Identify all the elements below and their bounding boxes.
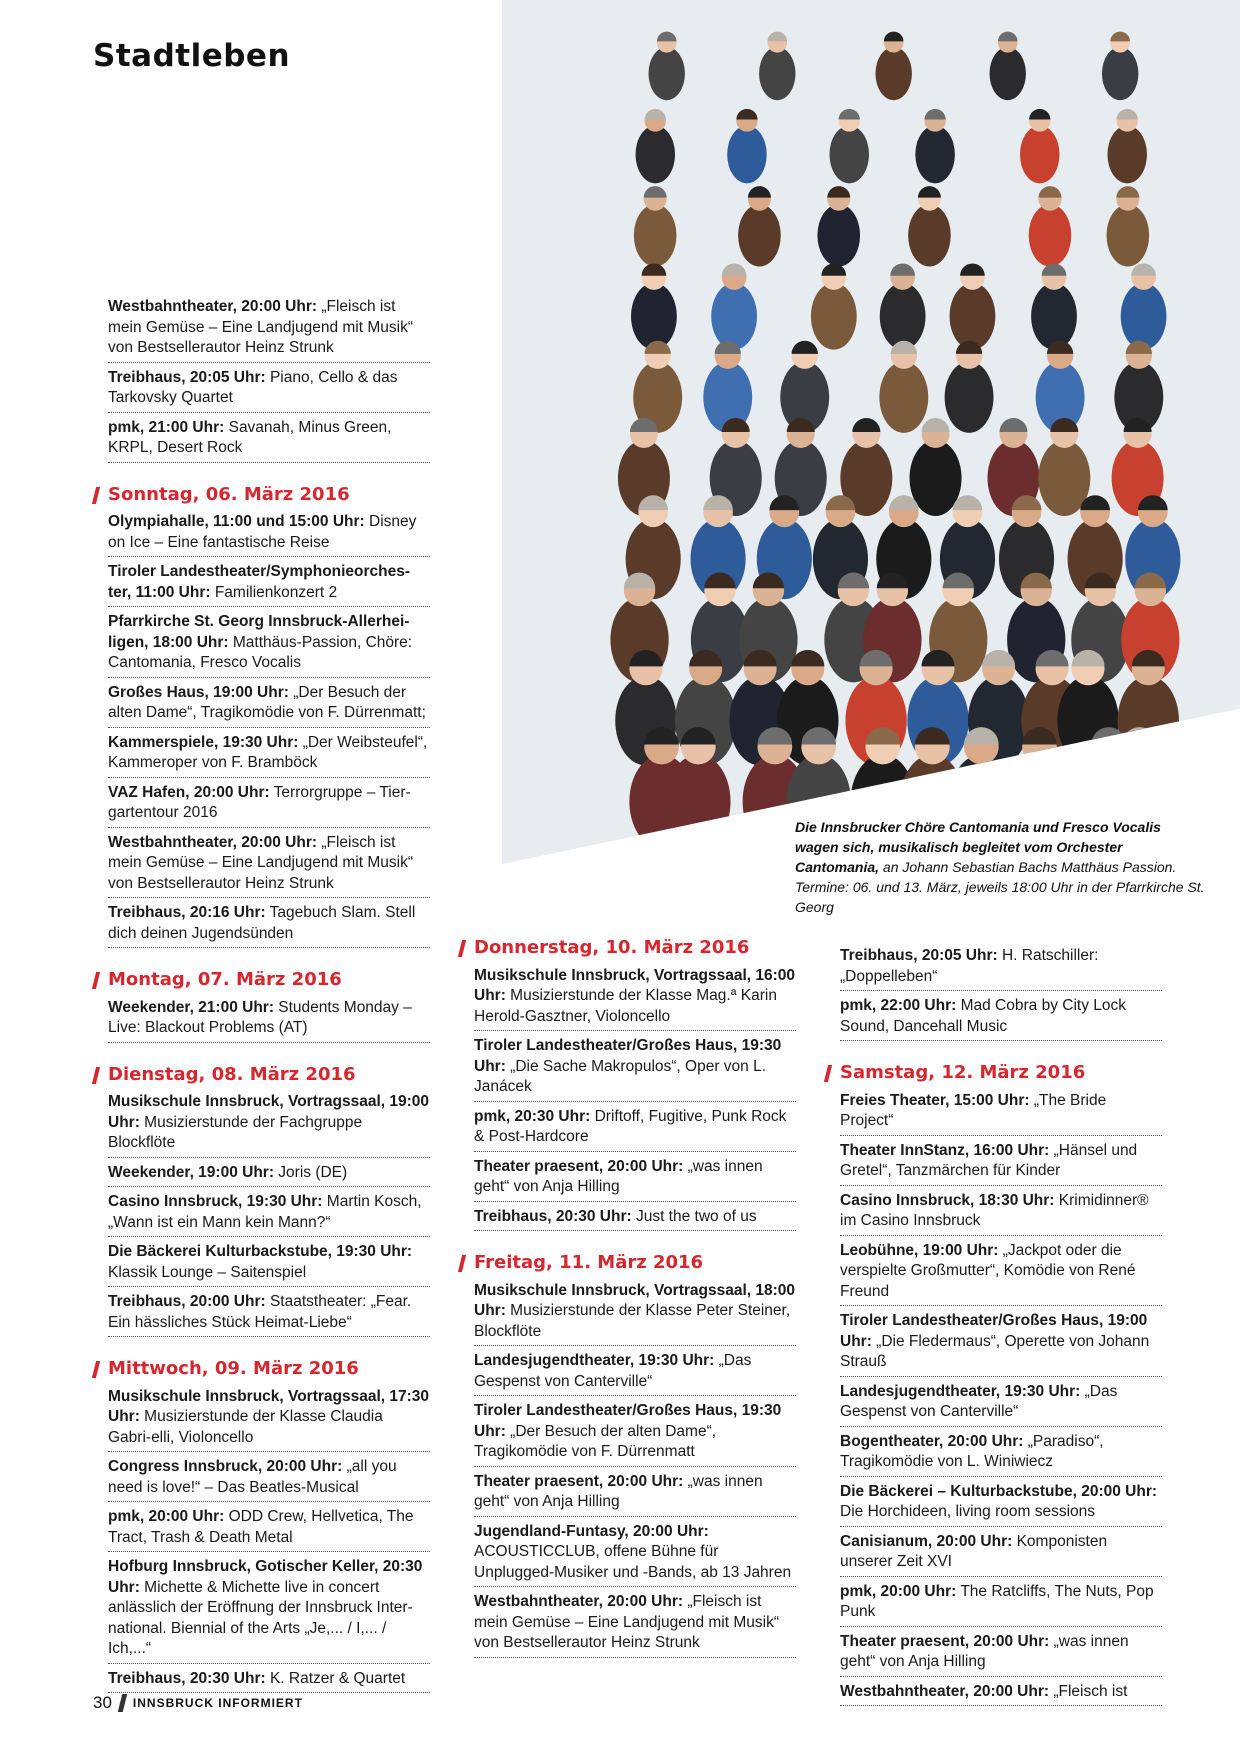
event-entry bbox=[108, 1456, 430, 1502]
event-venue-time: Jugendland-Funtasy, 20:00 Uhr: bbox=[474, 1522, 709, 1540]
choir-member-body bbox=[1107, 126, 1147, 184]
day-heading: Mittwoch, 09. März 2016 bbox=[108, 1359, 430, 1380]
choir-member-body bbox=[908, 204, 951, 266]
event-venue-time: Musikschule Innsbruck, Vortragssaal, 16:00 Uhr: bbox=[474, 966, 796, 1004]
choir-member-body bbox=[631, 283, 677, 350]
event-entry bbox=[840, 1381, 1162, 1427]
event-description: „all you need is love!“ – Das Beatles-Musical bbox=[108, 1458, 397, 1496]
choir-member-body bbox=[1031, 283, 1077, 350]
choir-photo bbox=[502, 0, 1240, 864]
choir-member-body bbox=[879, 361, 928, 432]
event-venue-time: Casino Innsbruck, 18:30 Uhr: bbox=[840, 1191, 1055, 1209]
choir-member-body bbox=[666, 754, 730, 848]
choir-member-body bbox=[1107, 204, 1150, 266]
event-venue-time: Theater InnStanz, 16:00 Uhr: bbox=[840, 1141, 1050, 1159]
event-venue-time: Musikschule Innsbruck, Vortragssaal, 18:00 Uhr: bbox=[474, 1281, 796, 1319]
event-entry bbox=[108, 296, 430, 363]
event-entry bbox=[474, 1400, 796, 1467]
event-venue-time: Treibhaus, 20:00 Uhr: bbox=[108, 1293, 266, 1310]
event-venue-time: Canisianum, 20:00 Uhr: bbox=[840, 1532, 1013, 1550]
choir-member-body bbox=[636, 126, 676, 184]
event-entry bbox=[840, 1431, 1162, 1477]
event-venue-time: Theater praesent, 20:00 Uhr: bbox=[840, 1632, 1050, 1650]
event-venue-time: Treibhaus, 20:05 Uhr: bbox=[108, 368, 266, 386]
event-entry bbox=[108, 1291, 430, 1337]
event-entry bbox=[840, 1190, 1162, 1236]
event-venue-time: Treibhaus, 20:16 Uhr: bbox=[108, 904, 266, 921]
publication-name: INNSBRUCK INFORMIERT bbox=[132, 1696, 303, 1710]
event-venue-time: Pfarrkirche St. Georg Innsbruck-Allerhei-ligen, 18:00 Uhr: bbox=[108, 613, 410, 651]
choir-member-body bbox=[1057, 676, 1118, 766]
event-entry bbox=[108, 1668, 430, 1694]
event-entry bbox=[108, 732, 430, 778]
page-title: Stadtleben bbox=[93, 38, 291, 74]
day-heading: Freitag, 11. März 2016 bbox=[474, 1253, 796, 1274]
events-column-3 bbox=[840, 945, 1162, 1710]
event-venue-time: pmk, 20:00 Uhr: bbox=[840, 1582, 957, 1600]
choir-member-body bbox=[915, 126, 955, 184]
event-description: ODD Crew, Hellvetica, The Tract, Trash & Death Metal bbox=[108, 1508, 414, 1546]
event-entry bbox=[474, 1206, 796, 1232]
event-venue-time: Tiroler Landestheater/Großes Haus, 19:30 Uhr: bbox=[474, 1037, 782, 1075]
choir-member-head bbox=[1122, 730, 1157, 765]
choir-member-body bbox=[1118, 676, 1179, 766]
event-description: K. Ratzer & Quartet bbox=[265, 1669, 406, 1687]
event-description: Musizierstunde der Klasse Peter Steiner, Blockflöte bbox=[474, 1302, 791, 1340]
event-venue-time: pmk, 22:00 Uhr: bbox=[840, 997, 957, 1014]
event-entry bbox=[840, 1681, 1162, 1707]
event-venue-time: Bogentheater, 20:00 Uhr: bbox=[840, 1432, 1024, 1450]
event-description: Musizierstunde der Klasse Mag.ª Karin Herold-Gasztner, Violoncello bbox=[474, 987, 777, 1025]
choir-member-body bbox=[880, 283, 926, 350]
event-description: Savanah, Minus Green, KRPL, Desert Rock bbox=[108, 418, 392, 456]
event-entry bbox=[108, 1556, 430, 1664]
event-description: Michette & Michette live in concert anlässlich der Eröffnung der Innsbruck Inter-national. Biennial of the Arts „Je,... / I,... / Ich,...“ bbox=[108, 1578, 413, 1657]
event-description: Martin Kosch, „Wann ist ein Mann kein Mann?“ bbox=[108, 1193, 422, 1231]
day-heading: Montag, 07. März 2016 bbox=[108, 970, 430, 991]
event-description: Die Horchideen, living room sessions bbox=[840, 1503, 1096, 1520]
event-venue-time: Westbahntheater, 20:00 Uhr: bbox=[840, 1682, 1050, 1700]
event-entry bbox=[108, 997, 430, 1043]
event-entry bbox=[108, 782, 430, 828]
event-entry bbox=[840, 995, 1162, 1041]
event-venue-time: Westbahntheater, 20:00 Uhr: bbox=[474, 1593, 684, 1610]
event-entry bbox=[108, 902, 430, 948]
event-venue-time: Congress Innsbruck, 20:00 Uhr: bbox=[108, 1458, 343, 1475]
event-description: „Die Sache Makropulos“, Oper von L. Janácek bbox=[474, 1057, 767, 1095]
event-entry bbox=[474, 1471, 796, 1517]
choir-member-body bbox=[1121, 283, 1167, 350]
event-description: „Der Besuch der alten Dame“, Tragikomödie von F. Dürrenmatt; bbox=[108, 683, 426, 721]
event-entry bbox=[474, 1350, 796, 1396]
event-venue-time: Musikschule Innsbruck, Vortragssaal, 17:30 Uhr: bbox=[108, 1387, 430, 1425]
event-entry bbox=[108, 1162, 430, 1188]
event-description: Driftoff, Fugitive, Punk Rock & Post-Hardcore bbox=[474, 1107, 787, 1145]
event-venue-time: Musikschule Innsbruck, Vortragssaal, 19:00 Uhr: bbox=[108, 1093, 430, 1131]
event-venue-time: Die Bäckerei Kulturbackstube, 19:30 Uhr: bbox=[108, 1243, 413, 1260]
event-entry bbox=[840, 945, 1162, 991]
choir-member-body bbox=[759, 47, 795, 100]
choir-member-body bbox=[829, 126, 869, 184]
event-entry bbox=[840, 1310, 1162, 1377]
event-entry bbox=[108, 511, 430, 557]
event-venue-time: Kammerspiele, 19:30 Uhr: bbox=[108, 733, 299, 751]
event-entry bbox=[108, 682, 430, 728]
event-description: „Fleisch ist mein Gemüse – Eine Landjugend mit Musik“ von Bestsellerautor Heinz Strunk bbox=[474, 1593, 779, 1651]
event-venue-time: Theater praesent, 20:00 Uhr: bbox=[474, 1157, 684, 1175]
caption-bold: Die Innsbrucker Chöre Cantomania und Fresco Vocalis wagen sich, musikalisch begleitet vom Orchester Cantomania, bbox=[795, 819, 1161, 875]
photo-caption bbox=[795, 817, 1205, 917]
event-venue-time: Treibhaus, 20:05 Uhr: bbox=[840, 947, 998, 964]
event-description: Piano, Cello & das Tarkovsky Quartet bbox=[108, 368, 398, 406]
event-venue-time: Großes Haus, 19:00 Uhr: bbox=[108, 683, 289, 701]
choir-member-body bbox=[649, 47, 685, 100]
event-entry bbox=[108, 1091, 430, 1158]
choir-member-body bbox=[817, 204, 860, 266]
event-entry bbox=[840, 1240, 1162, 1307]
event-description: H. Ratschiller: „Doppelleben“ bbox=[840, 947, 1099, 985]
event-description: „Die Fledermaus“, Operette von Johann Strauß bbox=[840, 1332, 1150, 1370]
event-description: Terrorgruppe – Tier-gartentour 2016 bbox=[108, 783, 411, 821]
event-description: Musizierstunde der Fachgruppe Blockflöte bbox=[108, 1113, 363, 1151]
choir-member-body bbox=[990, 47, 1026, 100]
event-description: „Paradiso“, Tragikomödie von L. Winiwiecz bbox=[840, 1432, 1104, 1470]
event-description: Familienkonzert 2 bbox=[210, 583, 338, 601]
event-entry bbox=[840, 1631, 1162, 1677]
event-venue-time: Weekender, 21:00 Uhr: bbox=[108, 998, 274, 1016]
event-description: Just the two of us bbox=[631, 1207, 757, 1225]
event-entry bbox=[840, 1531, 1162, 1577]
day-heading: Sonntag, 06. März 2016 bbox=[108, 485, 430, 506]
choir-member-body bbox=[875, 47, 911, 100]
choir-member-body bbox=[1029, 204, 1072, 266]
event-entry bbox=[474, 965, 796, 1032]
event-description: Krimidinner® im Casino Innsbruck bbox=[840, 1191, 1149, 1229]
event-venue-time: Die Bäckerei – Kulturbackstube, 20:00 Uhr: bbox=[840, 1482, 1158, 1500]
event-entry bbox=[840, 1581, 1162, 1627]
event-venue-time: Olympiahalle, 11:00 und 15:00 Uhr: bbox=[108, 513, 365, 530]
event-description: „The Bride Project“ bbox=[840, 1091, 1107, 1129]
event-venue-time: Theater praesent, 20:00 Uhr: bbox=[474, 1472, 684, 1490]
event-entry bbox=[474, 1591, 796, 1658]
event-entry bbox=[108, 1506, 430, 1552]
event-entry bbox=[108, 1241, 430, 1287]
choir-photo-illustration bbox=[502, 0, 1240, 864]
event-entry bbox=[108, 1191, 430, 1237]
event-description: Komponisten unserer Zeit XVI bbox=[840, 1532, 1108, 1570]
day-heading: Samstag, 12. März 2016 bbox=[840, 1063, 1162, 1084]
event-description: „was innen geht“ von Anja Hilling bbox=[474, 1157, 763, 1195]
event-venue-time: Westbahntheater, 20:00 Uhr: bbox=[108, 298, 318, 315]
event-venue-time: Landesjugendtheater, 19:30 Uhr: bbox=[840, 1382, 1081, 1400]
event-description: „Das Gespenst von Canterville“ bbox=[474, 1352, 752, 1390]
event-entry bbox=[108, 832, 430, 899]
event-description: „was innen geht“ von Anja Hilling bbox=[840, 1632, 1129, 1670]
event-entry bbox=[474, 1280, 796, 1347]
event-entry bbox=[108, 1386, 430, 1453]
event-entry bbox=[474, 1035, 796, 1102]
choir-member-body bbox=[945, 361, 994, 432]
choir-member-body bbox=[711, 283, 757, 350]
event-description: „Fleisch ist bbox=[1049, 1682, 1128, 1700]
caption-rest: an Johann Sebastian Bachs Matthäus Passion. Termine: 06. und 13. März, jeweils 18:00 Uhr in der Pfarrkirche St. Georg bbox=[795, 859, 1205, 915]
event-entry bbox=[474, 1106, 796, 1152]
choir-member-body bbox=[811, 283, 857, 350]
event-entry bbox=[840, 1481, 1162, 1527]
event-description: „Der Weibsteufel“, Kammeroper von F. Bramböck bbox=[108, 733, 428, 771]
event-venue-time: Hofburg Innsbruck, Gotischer Keller, 20:30 Uhr: bbox=[108, 1558, 423, 1596]
choir-member-body bbox=[727, 126, 767, 184]
choir-member-body bbox=[738, 204, 781, 266]
event-description: Students Monday – Live: Blackout Problems (AT) bbox=[108, 998, 412, 1036]
day-heading: Dienstag, 08. März 2016 bbox=[108, 1065, 430, 1086]
event-description: Joris (DE) bbox=[273, 1163, 348, 1181]
choir-member-body bbox=[950, 283, 996, 350]
event-venue-time: pmk, 21:00 Uhr: bbox=[108, 418, 225, 436]
event-description: „was innen geht“ von Anja Hilling bbox=[474, 1472, 763, 1510]
event-description: Mad Cobra by City Lock Sound, Dancehall Music bbox=[840, 997, 1127, 1035]
event-description: Klassik Lounge – Saitenspiel bbox=[108, 1263, 307, 1281]
event-venue-time: pmk, 20:30 Uhr: bbox=[474, 1107, 591, 1125]
event-description: Disney on Ice – Eine fantastische Reise bbox=[108, 513, 417, 551]
event-description: „Das Gespenst von Canterville“ bbox=[840, 1382, 1118, 1420]
event-entry bbox=[474, 1521, 796, 1588]
event-description: Musizierstunde der Klasse Claudia Gabri-elli, Violoncello bbox=[108, 1408, 383, 1446]
event-venue-time: Treibhaus, 20:30 Uhr: bbox=[108, 1669, 266, 1687]
event-description: „Jackpot oder die verspielte Großmutter“, Komödie von René Freund bbox=[840, 1241, 1136, 1300]
event-venue-time: pmk, 20:00 Uhr: bbox=[108, 1508, 225, 1525]
event-entry bbox=[108, 611, 430, 678]
event-venue-time: Westbahntheater, 20:00 Uhr: bbox=[108, 833, 318, 851]
event-entry bbox=[108, 561, 430, 607]
event-description: ACOUSTICCLUB, offene Bühne für Unplugged-Musiker und -Bands, ab 13 Jahren bbox=[474, 1543, 792, 1581]
page-number: 30 bbox=[93, 1693, 112, 1712]
event-venue-time: Freies Theater, 15:00 Uhr: bbox=[840, 1091, 1030, 1109]
choir-member-body bbox=[634, 204, 677, 266]
event-venue-time: Landesjugendtheater, 19:30 Uhr: bbox=[474, 1352, 715, 1369]
choir-member-body bbox=[1102, 47, 1138, 100]
event-description: „Der Besuch der alten Dame“, Tragikomödie von F. Dürrenmatt bbox=[474, 1422, 717, 1460]
choir-member-body bbox=[1020, 126, 1060, 184]
event-description: „Fleisch ist mein Gemüse – Eine Landjugend mit Musik“ von Bestsellerautor Heinz Strunk bbox=[108, 833, 413, 892]
event-description: „Hänsel und Gretel“, Tanzmärchen für Kinder bbox=[840, 1141, 1138, 1179]
event-venue-time: Casino Innsbruck, 19:30 Uhr: bbox=[108, 1193, 323, 1210]
event-description: „Fleisch ist mein Gemüse – Eine Landjugend mit Musik“ von Bestsellerautor Heinz Strunk bbox=[108, 298, 413, 356]
event-description: Matthäus-Passion, Chöre: Cantomania, Fresco Vocalis bbox=[108, 633, 413, 671]
page-footer bbox=[93, 1693, 303, 1713]
event-venue-time: Leobühne, 19:00 Uhr: bbox=[840, 1241, 999, 1259]
event-description: Staatstheater: „Fear. Ein hässliches Stück Heimat-Liebe“ bbox=[108, 1293, 412, 1331]
event-venue-time: Tiroler Landestheater/Großes Haus, 19:00 Uhr: bbox=[840, 1312, 1148, 1350]
event-description: The Ratcliffs, The Nuts, Pop Punk bbox=[840, 1582, 1154, 1620]
event-venue-time: Tiroler Landestheater/Symphonieorches-ter, 11:00 Uhr: bbox=[108, 563, 411, 601]
event-entry bbox=[108, 417, 430, 463]
event-venue-time: VAZ Hafen, 20:00 Uhr: bbox=[108, 783, 270, 801]
event-venue-time: Treibhaus, 20:30 Uhr: bbox=[474, 1207, 632, 1225]
event-venue-time: Tiroler Landestheater/Großes Haus, 19:30 Uhr: bbox=[474, 1402, 782, 1440]
events-column-2 bbox=[474, 938, 796, 1662]
day-heading: Donnerstag, 10. März 2016 bbox=[474, 938, 796, 959]
events-column-1 bbox=[108, 296, 430, 1697]
event-entry bbox=[108, 367, 430, 413]
event-entry bbox=[474, 1156, 796, 1202]
event-entry bbox=[840, 1140, 1162, 1186]
event-venue-time: Weekender, 19:00 Uhr: bbox=[108, 1163, 274, 1181]
event-description: Tagebuch Slam. Stell dich deinen Jugendsünden bbox=[108, 904, 416, 942]
slash-mark bbox=[118, 1694, 127, 1712]
event-entry bbox=[840, 1090, 1162, 1136]
